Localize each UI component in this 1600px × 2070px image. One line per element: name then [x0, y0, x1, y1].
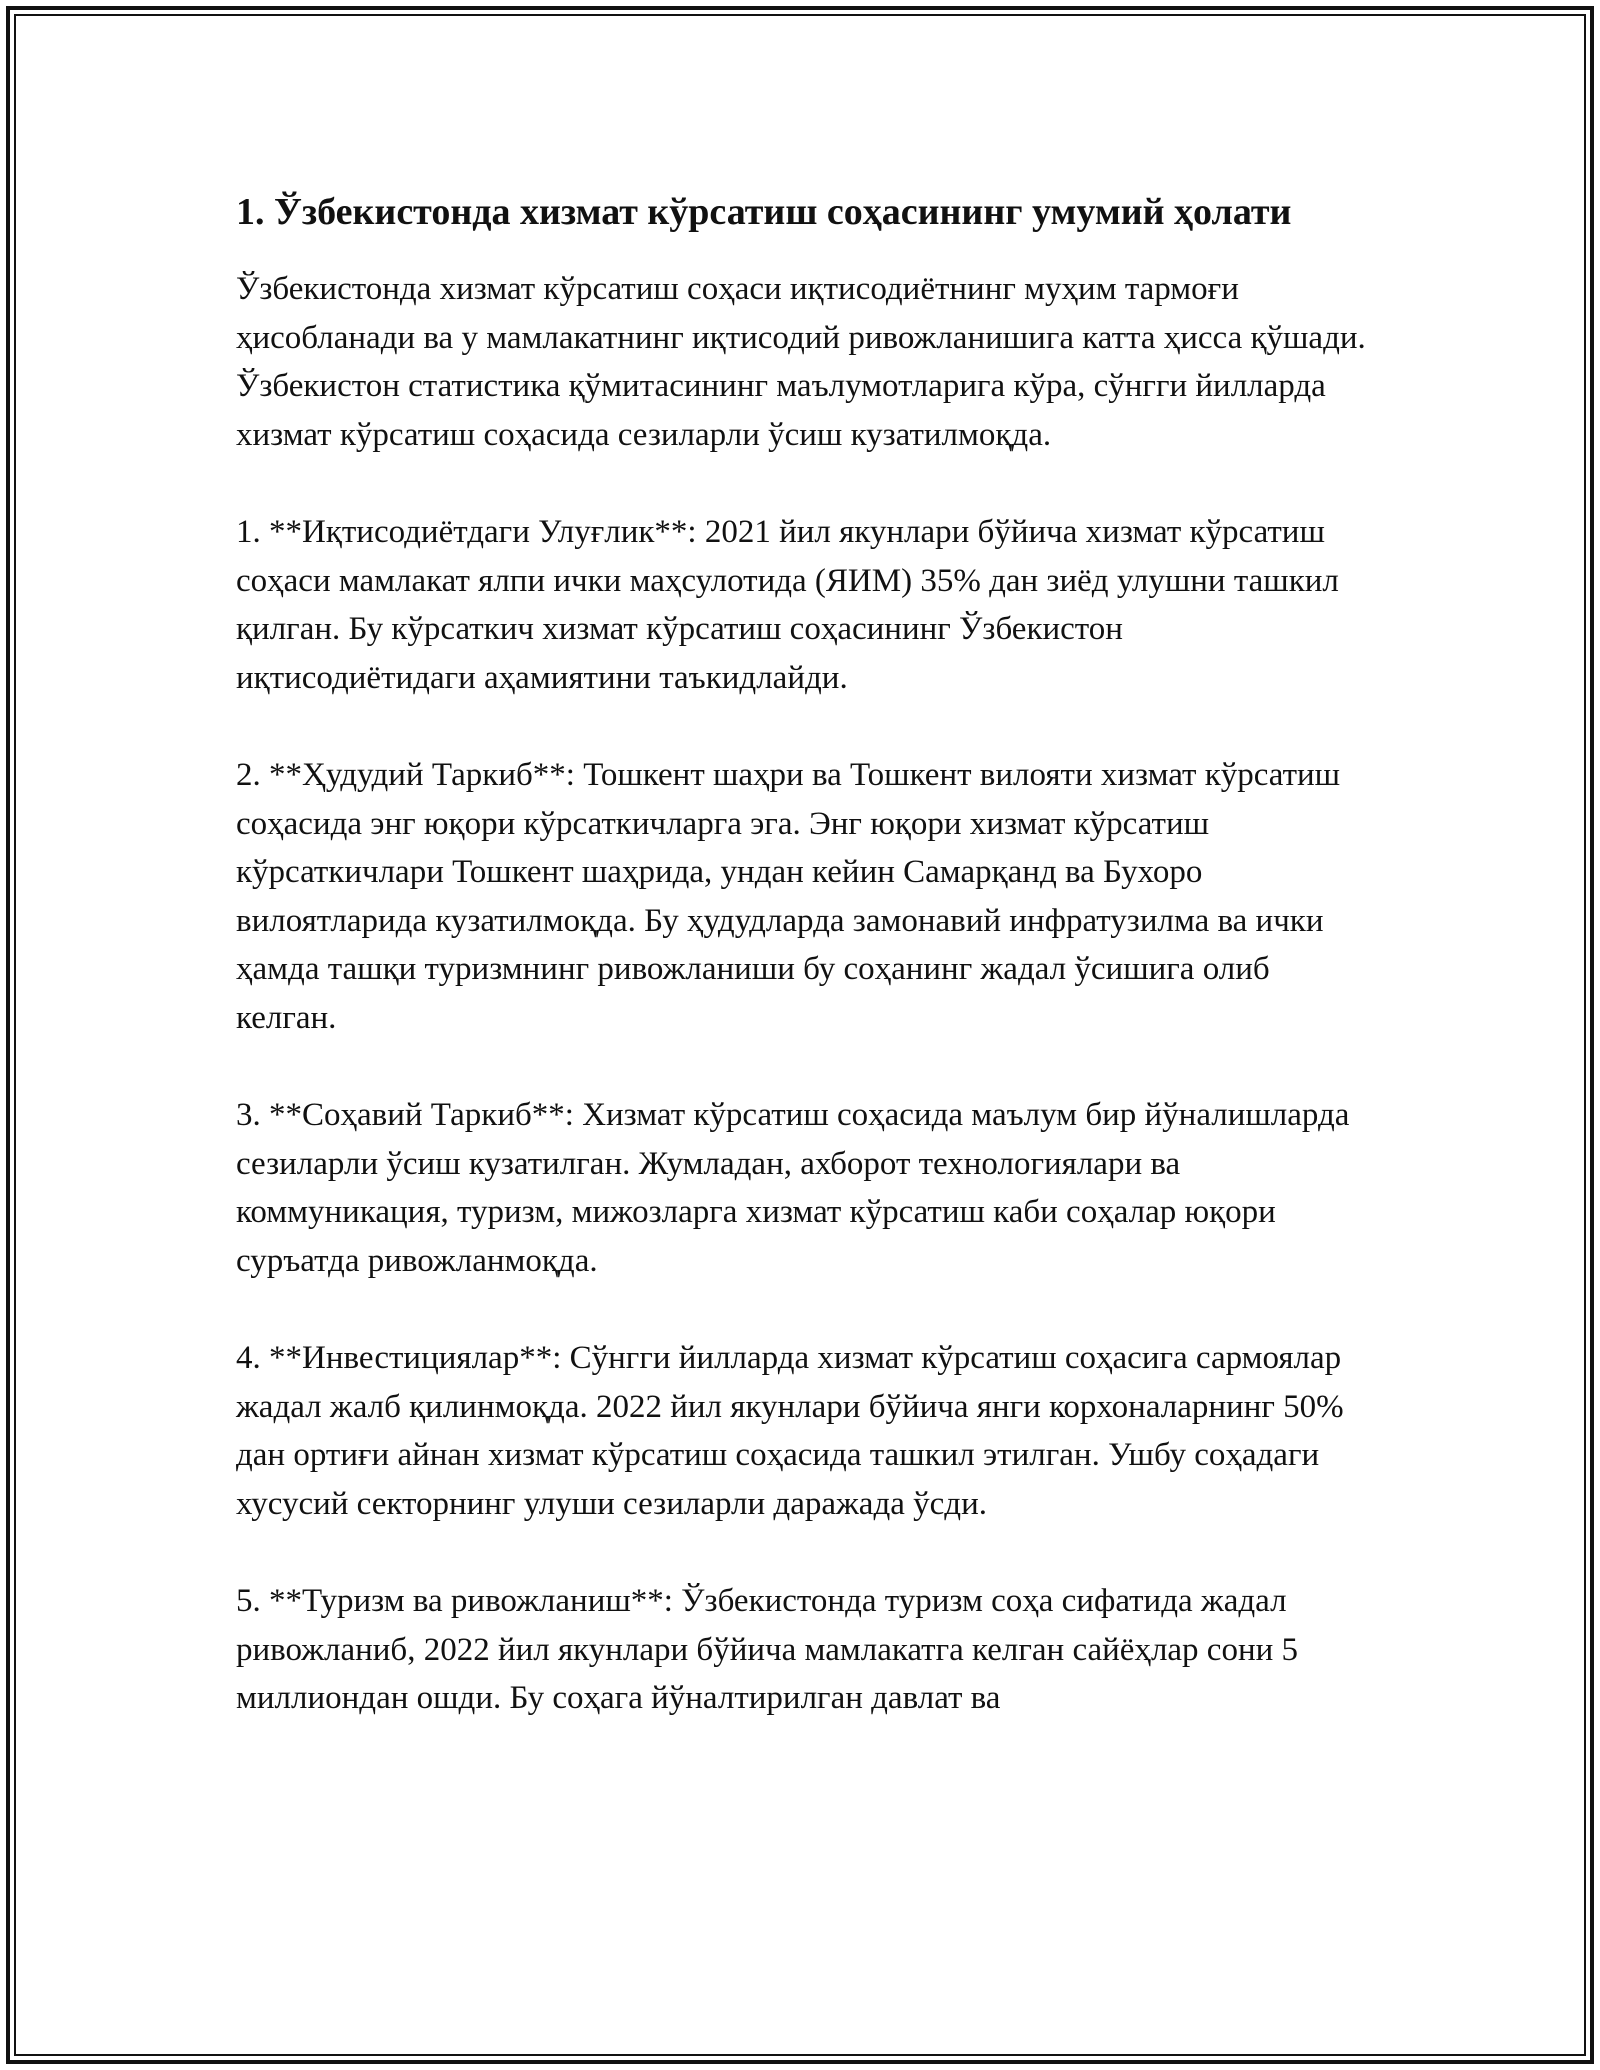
paragraph-item-2: 2. **Ҳудудий Таркиб**: Тошкент шаҳри ва Тошкент вилояти хизмат кўрсатиш соҳасида энг юқори кўрсаткичларга эга. Энг юқори хизмат кўрсатиш кўрсаткичлари Тошкент шаҳрида, ундан кейин Самарқанд ва Бухоро вилоятларида кузатилмоқда. Бу ҳудудларда замонавий инфратузилма ва ички ҳамда ташқи туризмнинг ривожланиши бу соҳанинг жадал ўсишига олиб келган.	[236, 757, 1341, 1036]
paragraph-item-5: 5. **Туризм ва ривожланиш**: Ўзбекистонда туризм соҳа сифатида жадал ривожланиб, 2022 йил якунлари бўйича мамлакатга келган сайёҳлар сони 5 миллиондан ошди. Бу соҳага йўналтирилган давлат ва	[236, 1583, 1299, 1716]
paragraph-item-3: 3. **Соҳавий Таркиб**: Хизмат кўрсатиш соҳасида маълум бир йўналишларда сезиларли ўсиш кузатилган. Жумладан, ахборот технологиялари ва коммуникация, туризм, мижозларга хизмат кўрсатиш каби соҳалар юқори суръатда ривожланмоқда.	[236, 1097, 1350, 1279]
paragraph-intro: Ўзбекистонда хизмат кўрсатиш соҳаси иқтисодиётнинг муҳим тармоғи ҳисобланади ва у мамлакатнинг иқтисодий ривожланишига катта ҳисса қўшади. Ўзбекистон статистика қўмитасининг маълумотларига кўра, сўнгги йилларда хизмат кўрсатиш соҳасида сезиларли ўсиш кузатилмоқда.	[236, 271, 1366, 453]
document-body	[236, 185, 1366, 1772]
section-title: 1. Ўзбекистонда хизмат кўрсатиш соҳасининг умумий ҳолати	[236, 191, 1292, 233]
paragraph-item-4: 4. **Инвестициялар**: Сўнгги йилларда хизмат кўрсатиш соҳасига сармоялар жадал жалб қилинмоқда. 2022 йил якунлари бўйича янги корхоналарнинг 50% дан ортиғи айнан хизмат кўрсатиш соҳасида ташкил этилган. Ушбу соҳадаги хусусий секторнинг улуши сезиларли даражада ўсди.	[236, 1340, 1344, 1522]
paragraph-item-1: 1. **Иқтисодиётдаги Улуғлик**: 2021 йил якунлари бўйича хизмат кўрсатиш соҳаси мамлакат ялпи ички маҳсулотида (ЯИМ) 35% дан зиёд улушни ташкил қилган. Бу кўрсаткич хизмат кўрсатиш соҳасининг Ўзбекистон иқтисодиётидаги аҳамиятини таъкидлайди.	[236, 514, 1339, 696]
